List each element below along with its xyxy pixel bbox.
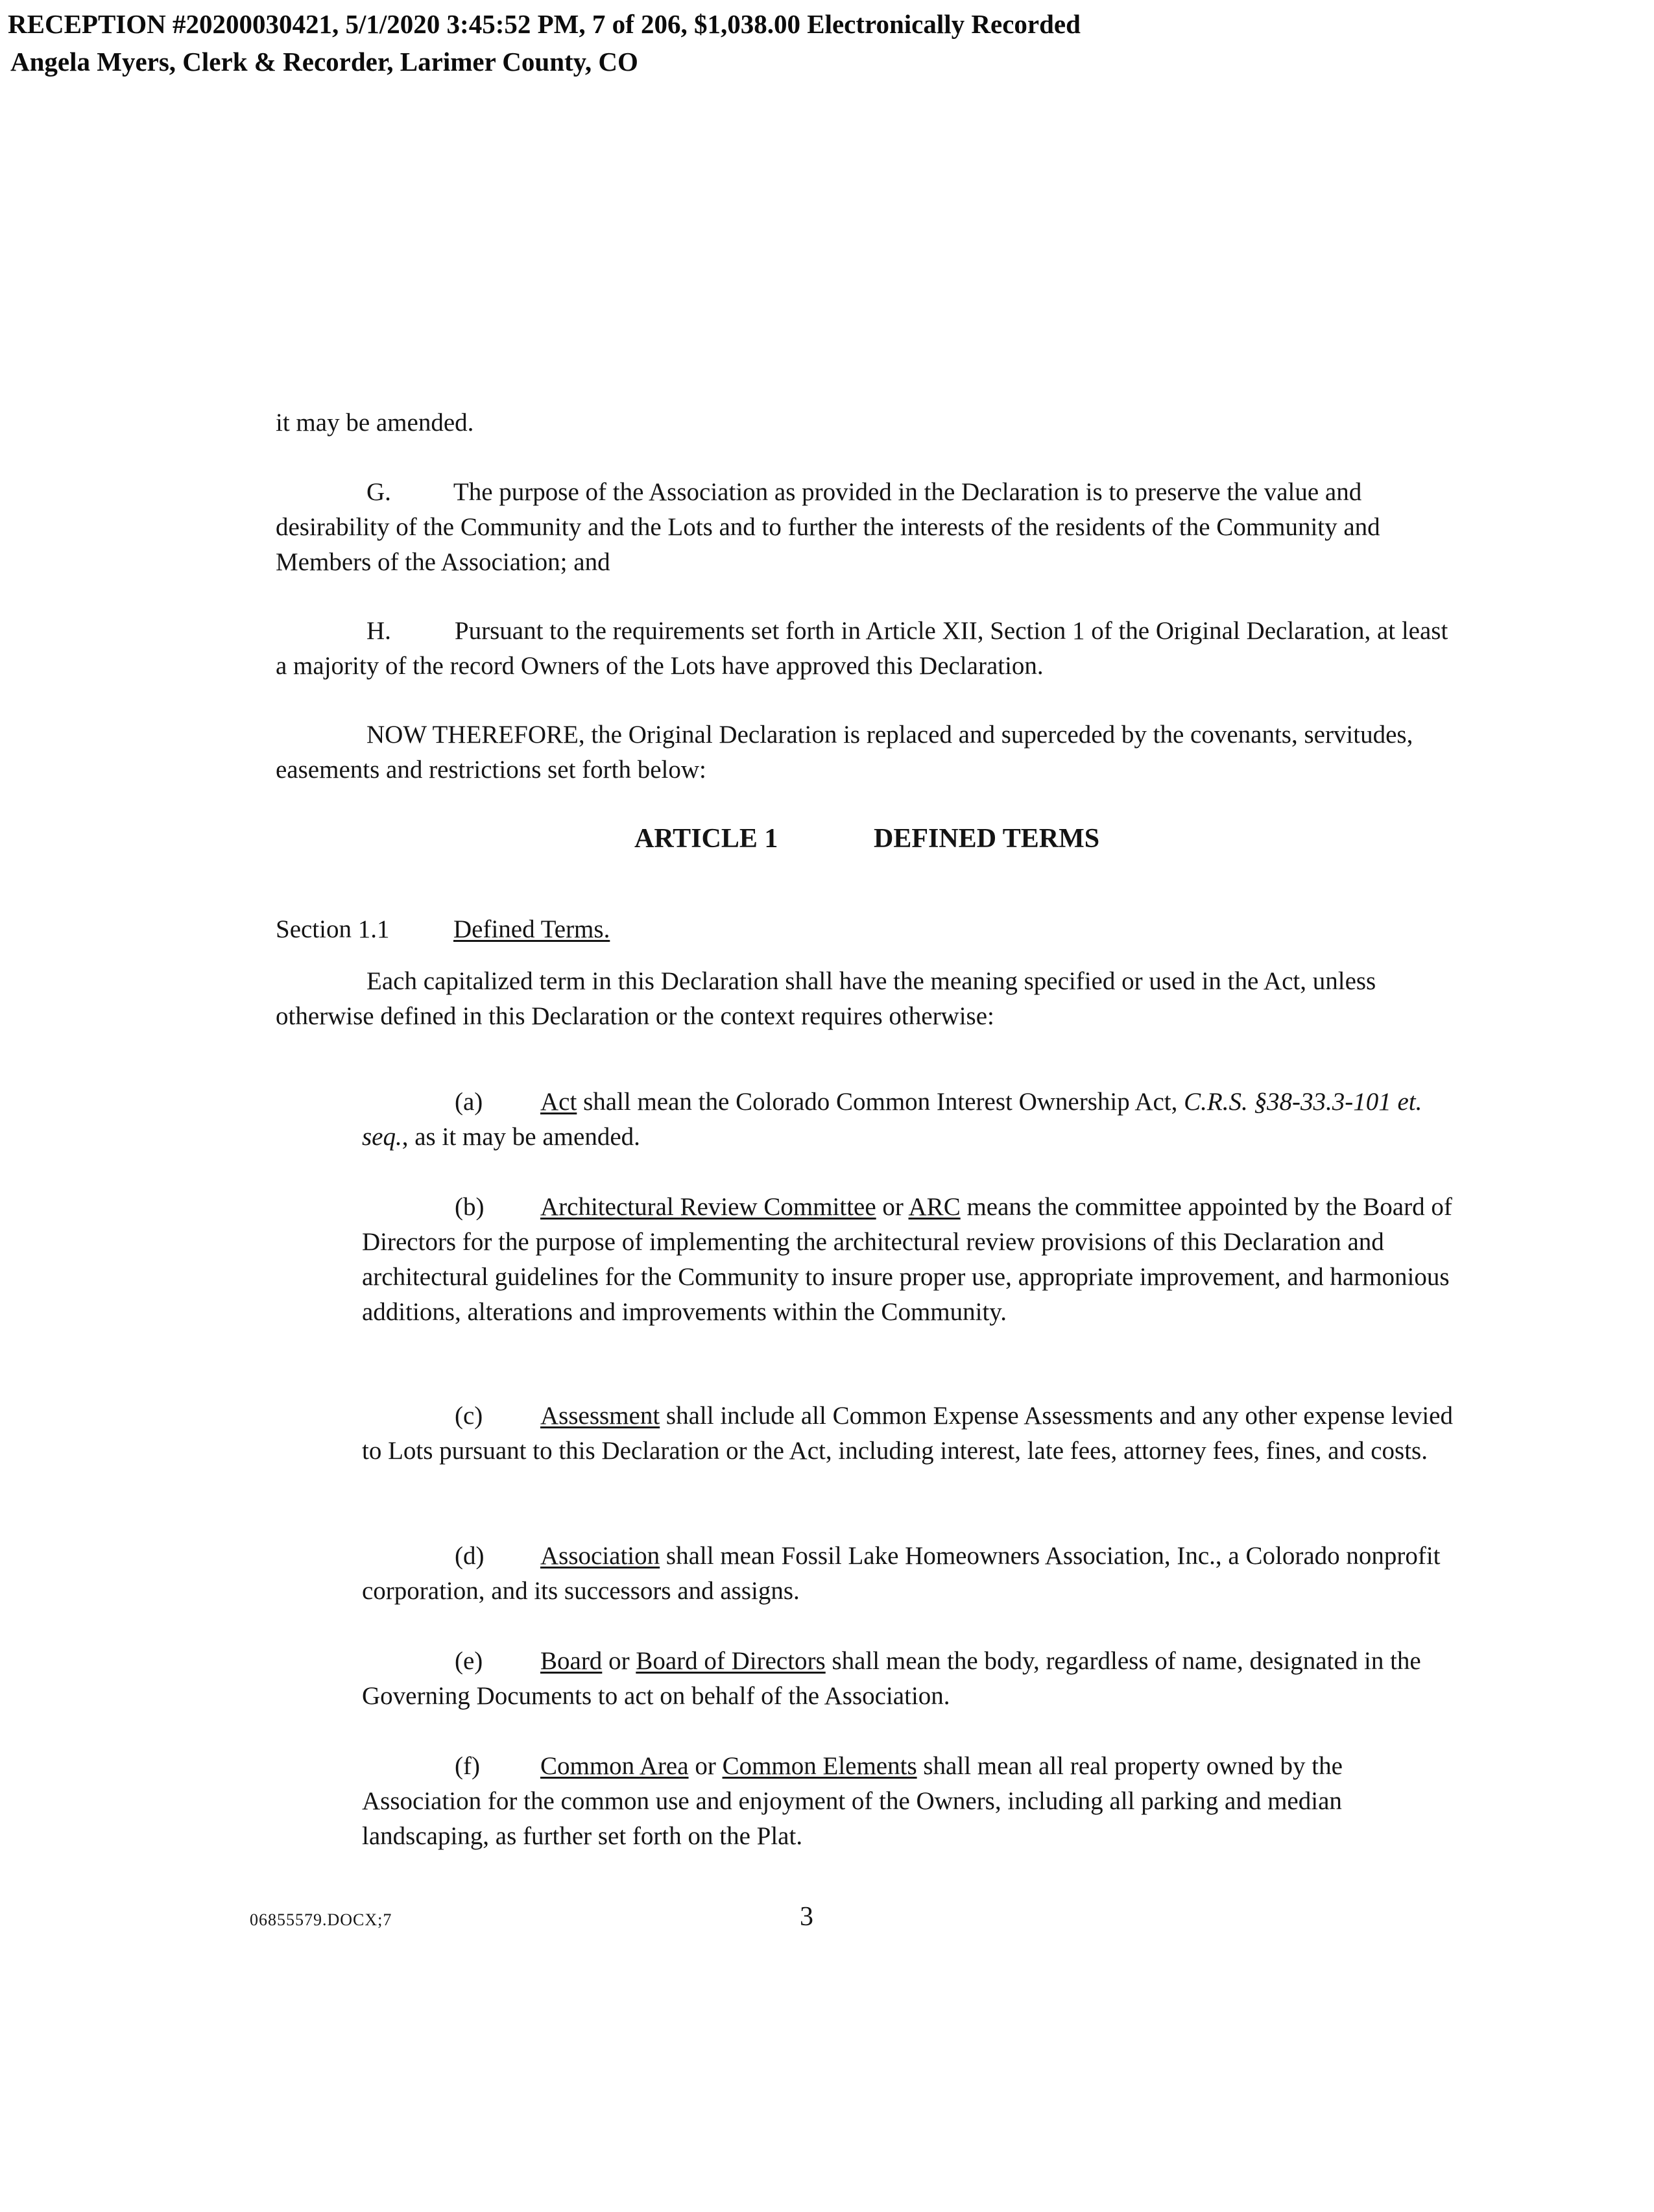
term-b [362, 1190, 1465, 1330]
section-title: Defined Terms. [453, 915, 610, 943]
term-f-text: shall mean all real property owned by the Association for the common use and enjoyment of the Owners, including all parking and median landscaping, as further set forth on the Plat. [362, 1752, 1343, 1850]
paragraph-g-label: G. [366, 478, 391, 506]
article-title: DEFINED TERMS [874, 824, 1100, 854]
now-therefore-paragraph: NOW THEREFORE, the Original Declaration is replaced and superceded by the covenants, servitudes, easements and restrictions set forth below: [276, 721, 1413, 784]
term-b-or: or [876, 1193, 909, 1221]
term-d-term: Association [540, 1542, 660, 1570]
term-f-term: Common Area [540, 1752, 689, 1780]
term-a-term: Act [540, 1088, 577, 1116]
term-e-text: shall mean the body, regardless of name, designated in the Governing Documents to act on behalf of the Association. [362, 1647, 1421, 1710]
term-f-label: (f) [455, 1752, 480, 1780]
document-id: 06855579.DOCX;7 [250, 1910, 392, 1929]
article-number: ARTICLE 1 [634, 824, 778, 854]
paragraph-h-label: H. [366, 617, 391, 645]
term-b-label: (b) [455, 1193, 485, 1221]
term-b-term-2: ARC [908, 1193, 961, 1221]
term-a [362, 1085, 1465, 1155]
term-f [362, 1749, 1465, 1854]
paragraph-g-text: The purpose of the Association as provided in the Declaration is to preserve the value and desirability of the Community and the Lots and to further the interests of the residents of the Community and Members of the Association; and [276, 478, 1380, 576]
term-c-label: (c) [455, 1402, 483, 1430]
paragraph-h-text: Pursuant to the requirements set forth in Article XII, Section 1 of the Original Declaration, at least a majority of the record Owners of the Lots have approved this Declaration. [276, 617, 1448, 680]
term-f-term-2: Common Elements [722, 1752, 917, 1780]
page-number: 3 [800, 1902, 813, 1932]
paragraph-h [276, 614, 1463, 684]
recording-stamp-line-2: Angela Myers, Clerk & Recorder, Larimer County, CO [10, 47, 638, 77]
term-e-term-2: Board of Directors [636, 1647, 826, 1675]
term-a-text-1: shall mean the Colorado Common Interest Ownership Act, [577, 1088, 1184, 1116]
recording-stamp-header [8, 5, 1081, 80]
term-a-citation: C.R.S. §38-33.3-101 et. seq. [362, 1088, 1422, 1151]
term-d-label: (d) [455, 1542, 485, 1570]
term-a-label: (a) [455, 1088, 483, 1116]
term-c [362, 1399, 1465, 1469]
section-heading [276, 912, 610, 947]
term-d-text: shall mean Fossil Lake Homeowners Association, Inc., a Colorado nonprofit corporation, and its successors and assigns. [362, 1542, 1441, 1605]
term-e-label: (e) [455, 1647, 483, 1675]
term-d [362, 1539, 1465, 1609]
section-number: Section 1.1 [276, 915, 390, 943]
recording-stamp-line-1: RECEPTION #20200030421, 5/1/2020 3:45:52 PM, 7 of 206, $1,038.00 Electronically Recorded [8, 9, 1081, 39]
term-c-text: shall include all Common Expense Assessments and any other expense levied to Lots pursuant to this Declaration or the Act, including interest, late fees, attorney fees, fines, and costs. [362, 1402, 1453, 1465]
term-f-or: or [688, 1752, 723, 1780]
paragraph-g [276, 475, 1463, 580]
term-a-text-2: , as it may be amended. [402, 1123, 640, 1151]
term-c-term: Assessment [540, 1402, 660, 1430]
term-e-term: Board [540, 1647, 603, 1675]
term-e-or: or [602, 1647, 636, 1675]
section-intro-paragraph: Each capitalized term in this Declaration shall have the meaning specified or used in the Act, unless otherwise defined in this Declaration or the context requires otherwise: [276, 967, 1376, 1030]
term-e [362, 1644, 1465, 1714]
term-b-text: means the committee appointed by the Board of Directors for the purpose of implementing the architectural review provisions of this Declaration and architectural guidelines for the Community to insure proper use, appropriate improvement, and harmonious additions, alterations and improvements within the Community. [362, 1193, 1452, 1326]
continuation-text: it may be amended. [276, 409, 474, 437]
term-b-term: Architectural Review Committee [540, 1193, 876, 1221]
